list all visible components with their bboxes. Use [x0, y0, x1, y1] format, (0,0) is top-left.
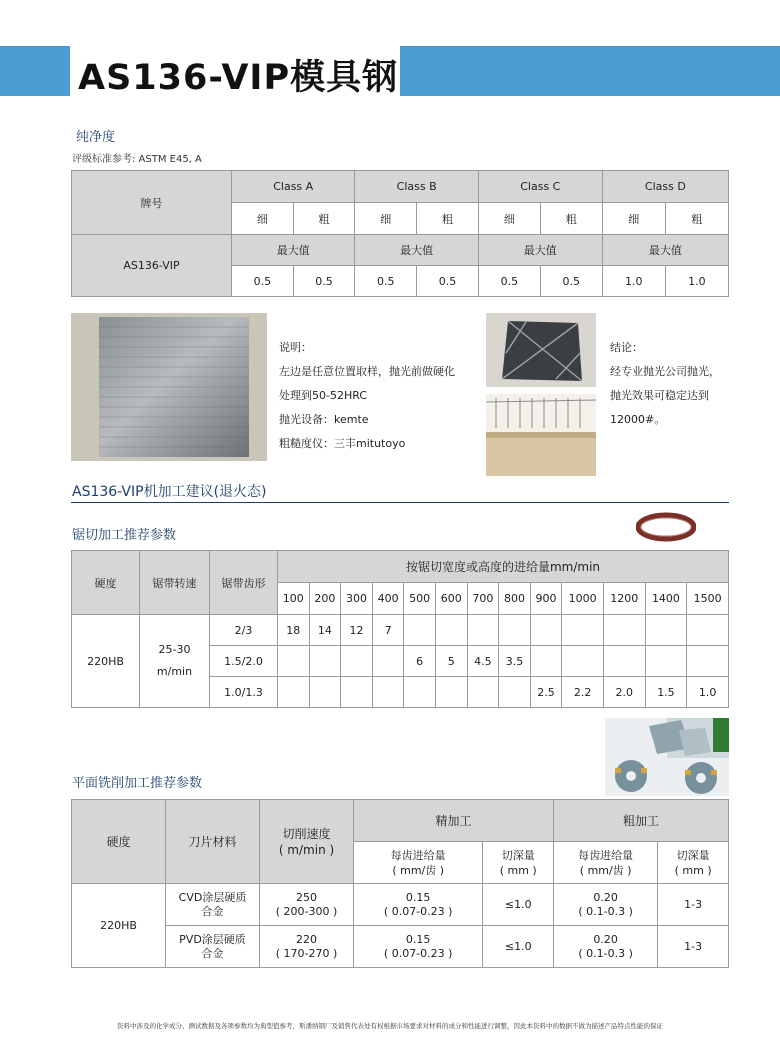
saw-cell — [687, 615, 729, 646]
feed-line: ( 0.07-0.23 ) — [383, 946, 453, 960]
saw-speed-value: 25-30 — [158, 643, 191, 656]
steel-sample-photo — [71, 313, 267, 461]
note-line: 处理到50-52HRC — [279, 389, 368, 402]
saw-cell — [341, 646, 373, 677]
saw-cell — [530, 615, 562, 646]
machining-title: AS136-VIP机加工建议(退火态) — [72, 484, 267, 500]
saw-width: 200 — [309, 583, 341, 615]
saw-teeth: 1.5/2.0 — [210, 646, 278, 677]
saw-cell — [603, 615, 645, 646]
feed-line: ( 0.1-0.3 ) — [578, 904, 633, 918]
steel-grade: AS136-VIP — [72, 235, 232, 297]
feed-line: 0.20 — [593, 890, 618, 904]
fine-label: 细 — [602, 203, 665, 235]
purity-value: 1.0 — [602, 266, 665, 297]
feed-line: 0.15 — [405, 890, 431, 904]
saw-teeth: 1.0/1.3 — [210, 677, 278, 708]
saw-cell — [603, 646, 645, 677]
mill-title: 平面铣削加工推荐参数 — [72, 776, 203, 791]
saw-cell: 2.5 — [530, 677, 562, 708]
conclusion-line: 结论： — [610, 341, 643, 354]
saw-width: 100 — [278, 583, 310, 615]
saw-width: 700 — [467, 583, 499, 615]
purity-value: 0.5 — [478, 266, 540, 297]
finish-feed-header — [354, 842, 483, 884]
depth-header-line: ( mm ) — [499, 863, 537, 877]
saw-cell: 3.5 — [499, 646, 531, 677]
saw-cell: 7 — [372, 615, 404, 646]
saw-width: 1500 — [687, 583, 729, 615]
saw-cell — [372, 677, 404, 708]
purity-value: 0.5 — [417, 266, 479, 297]
saw-cell: 5 — [435, 646, 467, 677]
saw-speed-header: 锯带转速 — [140, 551, 210, 615]
saw-feed-header: 按锯切宽度或高度的进给量mm/min — [278, 551, 729, 583]
fine-label: 细 — [355, 203, 417, 235]
saw-width: 400 — [372, 583, 404, 615]
saw-cell: 1.0 — [687, 677, 729, 708]
note-line: 左边是任意位置取样，抛光前做硬化 — [279, 365, 455, 378]
finish-depth: ≤1.0 — [483, 926, 554, 968]
feed-line: ( 0.07-0.23 ) — [383, 904, 453, 918]
saw-cell — [467, 615, 499, 646]
finish-feed — [354, 926, 483, 968]
speed-line: ( 170-270 ) — [275, 946, 338, 960]
mill-table — [71, 799, 729, 968]
feed-line: 0.15 — [405, 932, 431, 946]
coarse-label: 粗 — [540, 203, 602, 235]
depth-header-line: 切深量 — [676, 848, 710, 862]
coarse-label: 粗 — [293, 203, 355, 235]
mill-hardness-header: 硬度 — [72, 800, 166, 884]
saw-cell — [309, 646, 341, 677]
class-d-header: Class D — [602, 171, 728, 203]
mill-insert — [166, 926, 260, 968]
mill-speed-header-line: 切削速度 — [282, 826, 331, 841]
rough-depth: 1-3 — [658, 884, 729, 926]
insert-line: 合金 — [201, 904, 224, 918]
class-c-header: Class C — [478, 171, 602, 203]
purity-value: 0.5 — [232, 266, 294, 297]
purity-value: 0.5 — [355, 266, 417, 297]
saw-cell — [562, 646, 604, 677]
insert-line: 合金 — [201, 946, 224, 960]
saw-cell: 4.5 — [467, 646, 499, 677]
mill-hardness: 220HB — [72, 884, 166, 968]
note-line: 粗糙度仪：三丰mitutoyo — [279, 437, 406, 450]
feed-header-line: 每齿进给量 — [390, 848, 446, 862]
saw-cell: 18 — [278, 615, 310, 646]
saw-cell — [687, 646, 729, 677]
saw-title: 锯切加工推荐参数 — [72, 528, 177, 543]
saw-cell — [404, 615, 436, 646]
feed-line: 0.20 — [593, 932, 618, 946]
saw-width: 1000 — [562, 583, 604, 615]
max-label: 最大值 — [602, 235, 728, 266]
saw-table — [71, 550, 729, 708]
mill-insert — [166, 884, 260, 926]
page-title: AS136-VIP模具钢 — [78, 58, 399, 98]
saw-cell — [499, 677, 531, 708]
grade-header: 牌号 — [72, 171, 232, 235]
saw-cell: 2.2 — [562, 677, 604, 708]
finish-header: 精加工 — [354, 800, 554, 842]
finish-feed — [354, 884, 483, 926]
section-divider — [71, 502, 729, 503]
feed-header-line: 每齿进给量 — [578, 848, 634, 862]
mill-speed-header-line: ( m/min ) — [278, 842, 335, 857]
saw-width: 800 — [499, 583, 531, 615]
conclusion-line: 抛光效果可稳定达到 — [610, 389, 709, 402]
rough-feed — [554, 926, 658, 968]
coarse-label: 粗 — [417, 203, 479, 235]
saw-cell — [645, 615, 687, 646]
depth-header-line: ( mm ) — [674, 863, 712, 877]
note-line: 说明： — [279, 341, 312, 354]
saw-teeth: 2/3 — [210, 615, 278, 646]
saw-hardness: 220HB — [72, 615, 140, 708]
conclusion-line: 经专业抛光公司抛光， — [610, 365, 720, 378]
saw-cell: 14 — [309, 615, 341, 646]
feed-header-line: ( mm/齿 ) — [392, 863, 445, 877]
note-line: 抛光设备：kemte — [279, 413, 369, 426]
rough-feed-header — [554, 842, 658, 884]
saw-hardness-header: 硬度 — [72, 551, 140, 615]
conclusion-line: 12000#。 — [610, 413, 666, 426]
saw-cell: 1.5 — [645, 677, 687, 708]
saw-cell — [435, 677, 467, 708]
saw-teeth-header: 锯带齿形 — [210, 551, 278, 615]
saw-cell — [278, 646, 310, 677]
mill-insert-header: 刀片材料 — [166, 800, 260, 884]
speed-line: ( 200-300 ) — [275, 904, 338, 918]
milling-cutter-photo — [605, 718, 729, 796]
saw-cell — [499, 615, 531, 646]
saw-cell — [562, 615, 604, 646]
max-label: 最大值 — [478, 235, 602, 266]
polished-reflection-photo — [486, 394, 596, 476]
saw-cell — [530, 646, 562, 677]
mill-speed — [260, 884, 354, 926]
saw-width: 1400 — [645, 583, 687, 615]
rough-header: 粗加工 — [554, 800, 729, 842]
rough-depth: 1-3 — [658, 926, 729, 968]
feed-line: ( 0.1-0.3 ) — [578, 946, 633, 960]
max-label: 最大值 — [355, 235, 478, 266]
saw-width: 600 — [435, 583, 467, 615]
saw-cell — [341, 677, 373, 708]
depth-header-line: 切深量 — [501, 848, 535, 862]
saw-speed-unit: m/min — [156, 665, 193, 678]
insert-line: CVD涂层硬质 — [178, 890, 247, 904]
speed-line: 220 — [296, 932, 317, 946]
saw-cell: 12 — [341, 615, 373, 646]
purity-standard: 评级标准参考: ASTM E45, A — [72, 154, 202, 165]
saw-cell: 2.0 — [603, 677, 645, 708]
footer-disclaimer: 资料中涉及的化学成分、测试数据及各项参数均为典型值参考，斯潘纳钢厂及销售代表处有权根据市场要求对材料的成分和性能进行调整，因此本资料中的数据不做为描述产品特点性能的保证 — [117, 1022, 663, 1030]
mill-speed — [260, 926, 354, 968]
finish-depth-header — [483, 842, 554, 884]
class-b-header: Class B — [355, 171, 478, 203]
mill-speed-header — [260, 800, 354, 884]
coarse-label: 粗 — [665, 203, 728, 235]
saw-speed — [140, 615, 210, 708]
fine-label: 细 — [232, 203, 294, 235]
conclusion-notes — [610, 336, 720, 432]
saw-cell — [404, 677, 436, 708]
saw-cell — [309, 677, 341, 708]
fine-label: 细 — [478, 203, 540, 235]
saw-cell: 6 — [404, 646, 436, 677]
purity-value: 1.0 — [665, 266, 728, 297]
purity-value: 0.5 — [540, 266, 602, 297]
feed-header-line: ( mm/齿 ) — [579, 863, 632, 877]
class-a-header: Class A — [232, 171, 355, 203]
saw-width: 300 — [341, 583, 373, 615]
saw-cell — [645, 646, 687, 677]
purity-value: 0.5 — [293, 266, 355, 297]
purity-table — [71, 170, 729, 297]
saw-cell — [372, 646, 404, 677]
finish-depth: ≤1.0 — [483, 884, 554, 926]
insert-line: PVD涂层硬质 — [179, 932, 246, 946]
saw-cell — [435, 615, 467, 646]
saw-width: 500 — [404, 583, 436, 615]
rough-depth-header — [658, 842, 729, 884]
saw-band-image — [636, 512, 696, 542]
max-label: 最大值 — [232, 235, 355, 266]
rough-feed — [554, 884, 658, 926]
speed-line: 250 — [296, 890, 317, 904]
sample-notes — [279, 336, 455, 456]
saw-width: 1200 — [603, 583, 645, 615]
saw-cell — [467, 677, 499, 708]
purity-title: 纯净度 — [76, 130, 116, 145]
saw-cell — [278, 677, 310, 708]
saw-width: 900 — [530, 583, 562, 615]
polished-mirror-photo — [486, 313, 596, 387]
